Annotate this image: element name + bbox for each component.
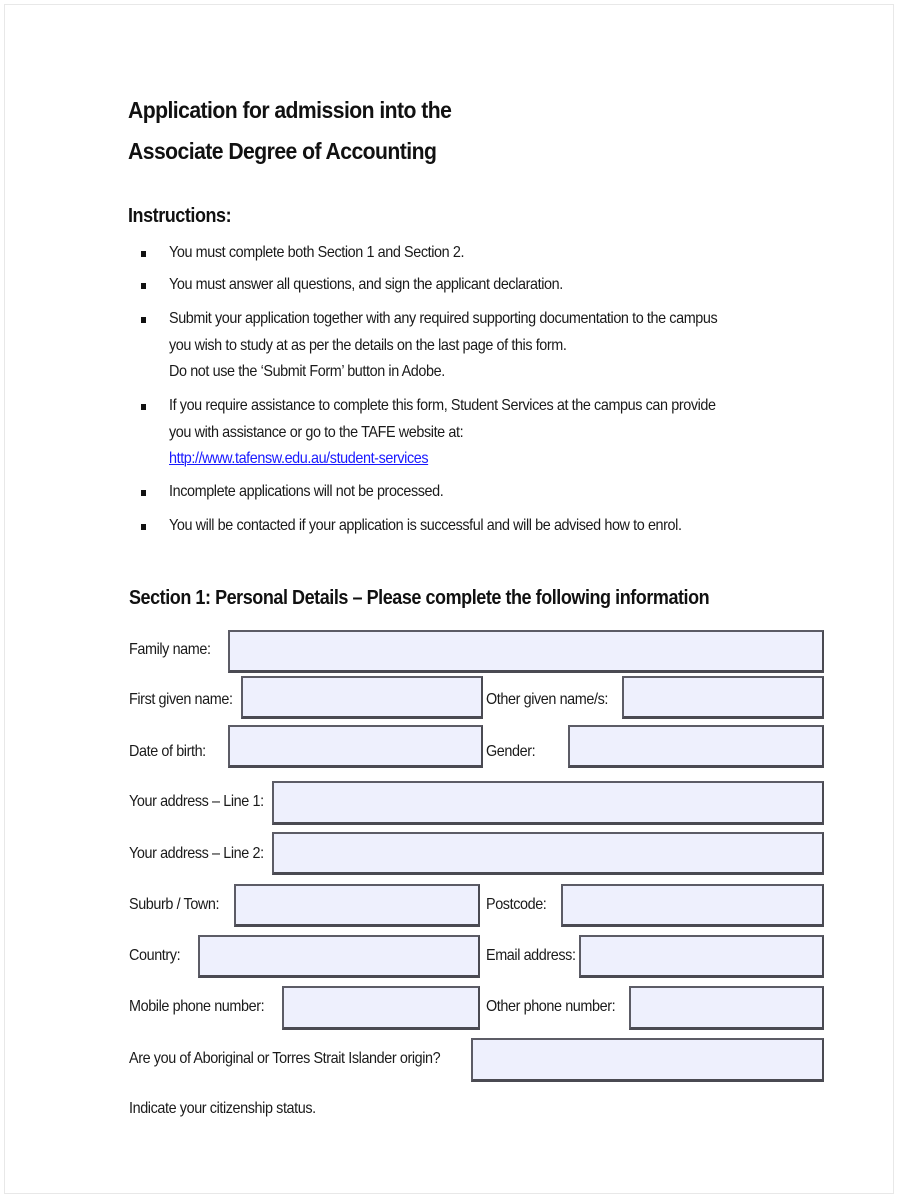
student-services-link[interactable]: http://www.tafensw.edu.au/student-services — [169, 450, 429, 467]
aboriginal-origin-field[interactable] — [471, 1038, 824, 1082]
instruction-text: You must complete both Section 1 and Section 2. — [169, 244, 465, 261]
country-field[interactable] — [198, 935, 480, 978]
address-line-2-field[interactable] — [272, 832, 824, 875]
aboriginal-origin-label: Are you of Aboriginal or Torres Strait Islander origin? — [129, 1050, 441, 1067]
instruction-text: You will be contacted if your application is successful and will be advised how to enrol. — [169, 517, 682, 534]
first-given-name-label: First given name: — [129, 691, 233, 708]
gender-label: Gender: — [486, 743, 536, 760]
date-of-birth-label: Date of birth: — [129, 743, 206, 760]
country-label: Country: — [129, 947, 181, 964]
other-given-names-field[interactable] — [622, 676, 824, 719]
instruction-text: you with assistance or go to the TAFE website at: — [169, 424, 464, 441]
instruction-text: Incomplete applications will not be processed. — [169, 483, 444, 500]
citizenship-status-prompt: Indicate your citizenship status. — [129, 1100, 316, 1117]
first-given-name-field[interactable] — [241, 676, 483, 719]
other-phone-field[interactable] — [629, 986, 824, 1030]
document-title-line-1: Application for admission into the — [128, 97, 452, 123]
instructions-heading: Instructions: — [128, 205, 232, 227]
other-given-names-label: Other given name/s: — [486, 691, 608, 708]
bullet-icon — [141, 283, 146, 289]
address-line-2-label: Your address – Line 2: — [129, 845, 264, 862]
bullet-icon — [141, 404, 146, 410]
bullet-icon — [141, 524, 146, 530]
address-line-1-label: Your address – Line 1: — [129, 793, 264, 810]
email-address-label: Email address: — [486, 947, 576, 964]
bullet-icon — [141, 490, 146, 496]
email-address-field[interactable] — [579, 935, 824, 978]
section-1-heading: Section 1: Personal Details – Please complete the following information — [129, 587, 710, 609]
date-of-birth-field[interactable] — [228, 725, 483, 768]
instruction-text: You must answer all questions, and sign the applicant declaration. — [169, 276, 563, 293]
family-name-label: Family name: — [129, 641, 211, 658]
postcode-field[interactable] — [561, 884, 824, 927]
other-phone-label: Other phone number: — [486, 998, 616, 1015]
gender-field[interactable] — [568, 725, 824, 768]
document-title-line-2: Associate Degree of Accounting — [128, 138, 437, 164]
suburb-town-field[interactable] — [234, 884, 480, 927]
instruction-text: Submit your application together with any required supporting documentation to the campus — [169, 310, 718, 327]
mobile-phone-field[interactable] — [282, 986, 480, 1030]
suburb-town-label: Suburb / Town: — [129, 896, 220, 913]
bullet-icon — [141, 251, 146, 257]
family-name-field[interactable] — [228, 630, 824, 673]
mobile-phone-label: Mobile phone number: — [129, 998, 265, 1015]
instruction-text: Do not use the ‘Submit Form’ button in Adobe. — [169, 363, 445, 380]
instruction-text: you wish to study at as per the details on the last page of this form. — [169, 337, 567, 354]
instruction-text: If you require assistance to complete this form, Student Services at the campus can provide — [169, 397, 716, 414]
bullet-icon — [141, 317, 146, 323]
address-line-1-field[interactable] — [272, 781, 824, 825]
postcode-label: Postcode: — [486, 896, 547, 913]
